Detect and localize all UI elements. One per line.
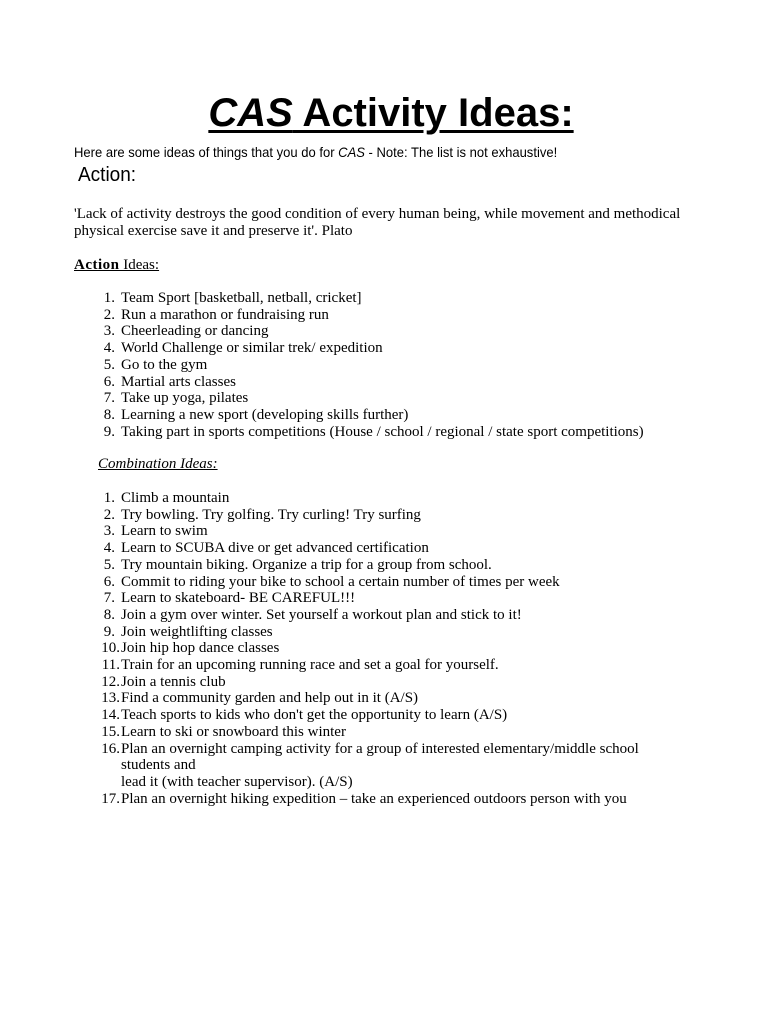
list-item — [103, 323, 644, 340]
list-item — [101, 640, 639, 657]
list-number: 5. — [103, 556, 115, 573]
list-item — [101, 673, 639, 691]
subtitle-after: - Note: The list is not exhaustive! — [364, 144, 558, 160]
list-item — [103, 506, 639, 524]
list-item-text: Go to the gym — [121, 356, 208, 373]
list-item — [103, 423, 644, 441]
list-item — [103, 490, 639, 507]
list-item-text: Plan an overnight camping activity for a group of interested elementary/middle school — [121, 740, 639, 757]
list-item — [101, 707, 639, 724]
action-ideas-heading-rest: Ideas: — [119, 257, 160, 273]
action-ideas-heading-bold: Action — [74, 257, 120, 273]
list-number: 13. — [101, 690, 120, 707]
list-item — [103, 556, 639, 574]
plato-quote: 'Lack of activity destroys the good condition of every human being, while movement and methodical physical exercise save it and preserve it'. Plato — [74, 206, 681, 239]
list-item-text: Learn to swim — [121, 523, 208, 540]
list-item — [103, 523, 639, 540]
list-number: 9. — [103, 623, 115, 640]
subtitle-before: Here are some ideas of things that you do for — [74, 144, 339, 160]
list-item-text: Join a gym over winter. Set yourself a workout plan and stick to it! — [121, 606, 522, 623]
list-item-text: Run a marathon or fundraising run — [121, 306, 329, 323]
list-number: 15. — [101, 723, 120, 740]
list-item-text-line2: students and — [121, 757, 196, 774]
action-ideas-heading — [74, 257, 159, 274]
list-item-text: Teach sports to kids who don't get the opportunity to learn (A/S) — [121, 707, 508, 724]
subtitle-cas: CAS — [338, 144, 365, 160]
list-item-text: Climb a mountain — [121, 490, 230, 506]
list-item-text: Try mountain biking. Organize a trip for a group from school. — [121, 556, 492, 573]
list-item — [103, 390, 644, 407]
list-item — [103, 606, 639, 624]
list-number: 14. — [101, 707, 120, 724]
list-item — [103, 340, 644, 357]
list-number: 8. — [103, 406, 115, 423]
title-cas: CAS — [208, 91, 293, 135]
list-number: 9. — [103, 423, 115, 440]
list-item-text: Join a tennis club — [121, 673, 226, 690]
list-number: 3. — [103, 323, 115, 340]
list-item-text: Commit to riding your bike to school a certain number of times per week — [121, 573, 560, 590]
combination-ideas-heading: Combination Ideas: — [98, 456, 218, 472]
list-number: 3. — [103, 523, 115, 540]
list-item-text: Join hip hop dance classes — [121, 640, 280, 657]
list-item — [101, 657, 639, 674]
list-item-text: Find a community garden and help out in it (A/S) — [121, 690, 419, 707]
list-item — [103, 373, 644, 391]
list-item — [103, 356, 644, 374]
list-item-text: Learn to SCUBA dive or get advanced certification — [121, 540, 429, 557]
list-number: 12. — [101, 673, 120, 690]
action-ideas-list — [103, 290, 644, 440]
list-number: 1. — [103, 490, 115, 506]
list-item-text: Plan an overnight hiking expedition – take an experienced outdoors person with you — [121, 790, 627, 807]
list-item-text: Learning a new sport (developing skills further) — [121, 406, 409, 423]
list-item-text: Learn to ski or snowboard this winter — [121, 723, 346, 740]
list-item — [103, 306, 644, 324]
list-number: 16. — [101, 740, 120, 757]
list-item-text: World Challenge or similar trek/ expedition — [121, 340, 383, 357]
list-number: 7. — [103, 590, 115, 607]
list-item-text: Taking part in sports competitions (House / school / regional / state sport competitions) — [121, 423, 644, 440]
list-item — [103, 590, 639, 607]
combination-ideas-list — [101, 490, 639, 807]
list-item — [103, 290, 644, 307]
list-item-text: Take up yoga, pilates — [121, 390, 249, 407]
list-item — [103, 573, 639, 591]
list-number: 4. — [103, 540, 115, 557]
list-item — [101, 740, 639, 791]
section-heading-action: Action: — [78, 164, 137, 186]
list-item-text: Join weightlifting classes — [121, 623, 273, 640]
list-item-text-line3: lead it (with teacher supervisor). (A/S) — [121, 773, 353, 790]
list-item — [101, 690, 639, 707]
list-number: 17. — [101, 790, 120, 807]
list-number: 5. — [103, 356, 115, 373]
list-item-text: Learn to skateboard- BE CAREFUL!!! — [121, 590, 356, 607]
subtitle — [74, 143, 706, 161]
page-title — [0, 88, 768, 138]
list-number: 2. — [103, 306, 115, 323]
list-item — [101, 723, 639, 741]
list-number: 4. — [103, 340, 115, 357]
list-item-text: Train for an upcoming running race and set a goal for yourself. — [121, 657, 499, 674]
list-item-text: Try bowling. Try golfing. Try curling! Try surfing — [121, 506, 421, 523]
list-item — [103, 540, 639, 557]
list-number: 6. — [103, 573, 115, 590]
list-item-text: Martial arts classes — [121, 373, 236, 390]
list-item — [103, 623, 639, 641]
list-number: 11. — [101, 657, 120, 674]
list-item-text: Team Sport [basketball, netball, cricket] — [121, 290, 362, 306]
list-item — [103, 406, 644, 424]
title-rest: Activity Ideas: — [292, 91, 574, 135]
list-number: 7. — [103, 390, 115, 407]
list-number: 6. — [103, 373, 115, 390]
list-number: 1. — [103, 290, 115, 306]
list-number: 8. — [103, 606, 115, 623]
list-number: 10. — [101, 640, 120, 657]
list-number: 2. — [103, 506, 115, 523]
list-item — [101, 790, 639, 808]
list-item-text: Cheerleading or dancing — [121, 323, 269, 340]
